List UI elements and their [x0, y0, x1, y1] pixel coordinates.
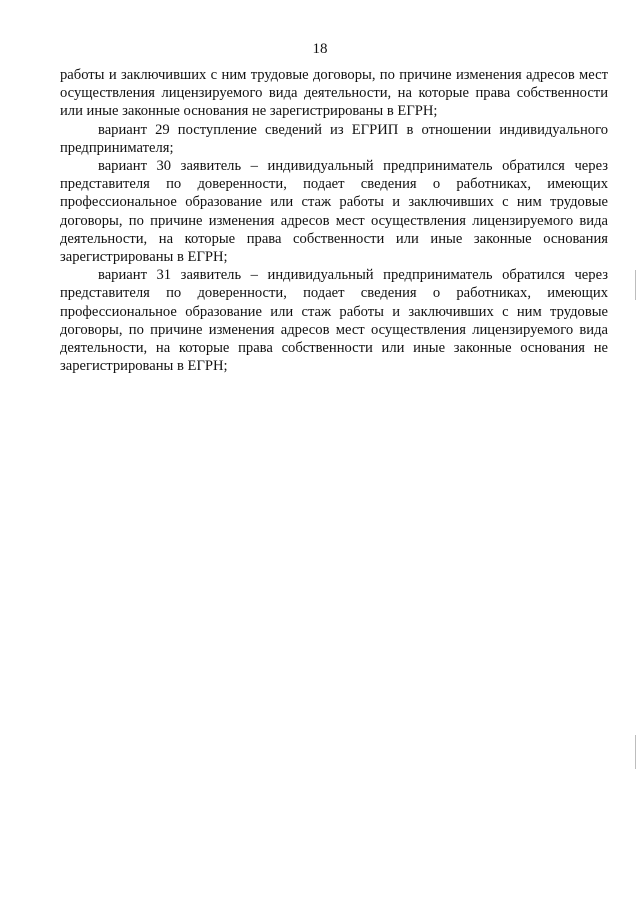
page-number: 18: [312, 41, 328, 57]
document-body: [60, 66, 608, 375]
scan-edge-mark: [635, 735, 636, 769]
paragraph-variant-31: вариант 31 заявитель – индивидуальный предприниматель обратился через представителя по доверенности, подает сведения о работниках, имеющих профессиональное образование или стаж работы и заключивших с ним трудовые договоры, по причине изменения адресов мест осуществления лицензируемого вида деятельности, на которые права собственности или иные законные основания не зарегистрированы в ЕГРН;: [60, 267, 608, 375]
scan-edge-mark: [635, 270, 636, 300]
paragraph-variant-30: вариант 30 заявитель – индивидуальный предприниматель обратился через представителя по доверенности, подает сведения о работниках, имеющих профессиональное образование или стаж работы и заключивших с ним трудовые договоры, по причине изменения адресов мест осуществления лицензируемого вида деятельности, на которые права собственности или иные законные основания зарегистрированы в ЕГРН;: [60, 158, 608, 266]
paragraph-variant-29: вариант 29 поступление сведений из ЕГРИП в отношении индивидуального предпринимателя;: [60, 121, 608, 156]
paragraph-continuation: работы и заключивших с ним трудовые договоры, по причине изменения адресов мест осуществления лицензируемого вида деятельности, на которые права собственности или иные законные основания не зарегистрированы в ЕГРН;: [60, 67, 608, 120]
